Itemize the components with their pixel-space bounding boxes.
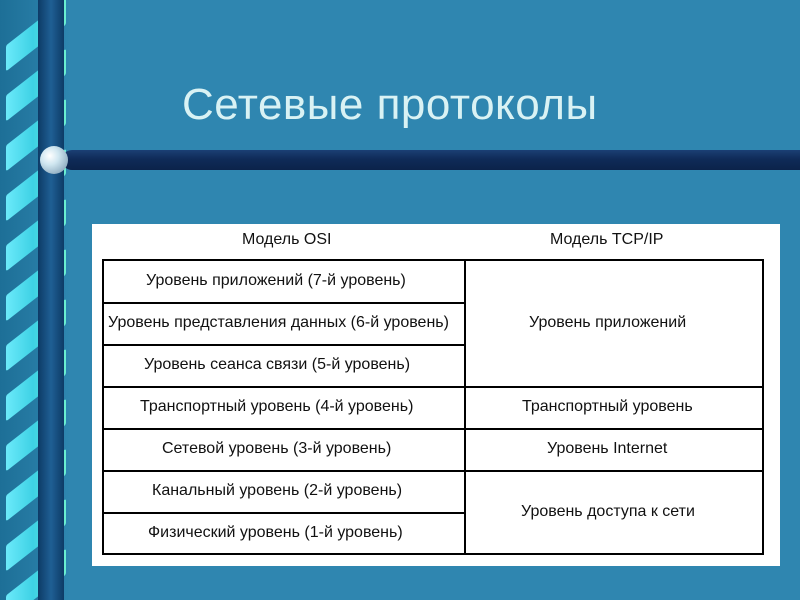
tcpip-model-header: Модель TCP/IP — [550, 231, 664, 248]
column-divider — [464, 261, 466, 553]
osi-model-header: Модель OSI — [242, 231, 332, 248]
tcpip-network-access-layer: Уровень доступа к сети — [521, 503, 695, 520]
osi-layer-7: Уровень приложений (7-й уровень) — [146, 272, 406, 289]
row-divider — [104, 512, 464, 514]
tcpip-internet-layer: Уровень Internet — [547, 440, 668, 457]
ribbon-band — [38, 0, 64, 600]
tcpip-transport-layer: Транспортный уровень — [522, 398, 693, 415]
row-divider — [104, 386, 762, 388]
title-underline-bar — [62, 150, 800, 170]
slide-title: Сетевые протоколы — [182, 80, 598, 129]
row-divider — [104, 302, 464, 304]
row-divider — [104, 344, 464, 346]
bar-knob-decoration — [40, 146, 68, 174]
osi-layer-2: Канальный уровень (2-й уровень) — [152, 482, 403, 499]
osi-layer-5: Уровень сеанса связи (5-й уровень) — [144, 356, 411, 373]
row-divider — [104, 428, 762, 430]
osi-layer-4: Транспортный уровень (4-й уровень) — [140, 398, 414, 415]
osi-layer-3: Сетевой уровень (3-й уровень) — [162, 440, 392, 457]
row-divider — [104, 470, 762, 472]
osi-layer-1: Физический уровень (1-й уровень) — [148, 524, 403, 541]
tcpip-application-layer: Уровень приложений — [529, 314, 687, 331]
table-grid — [102, 259, 764, 555]
osi-layer-6: Уровень представления данных (6-й уровень) — [108, 314, 449, 331]
protocol-table — [92, 224, 780, 566]
